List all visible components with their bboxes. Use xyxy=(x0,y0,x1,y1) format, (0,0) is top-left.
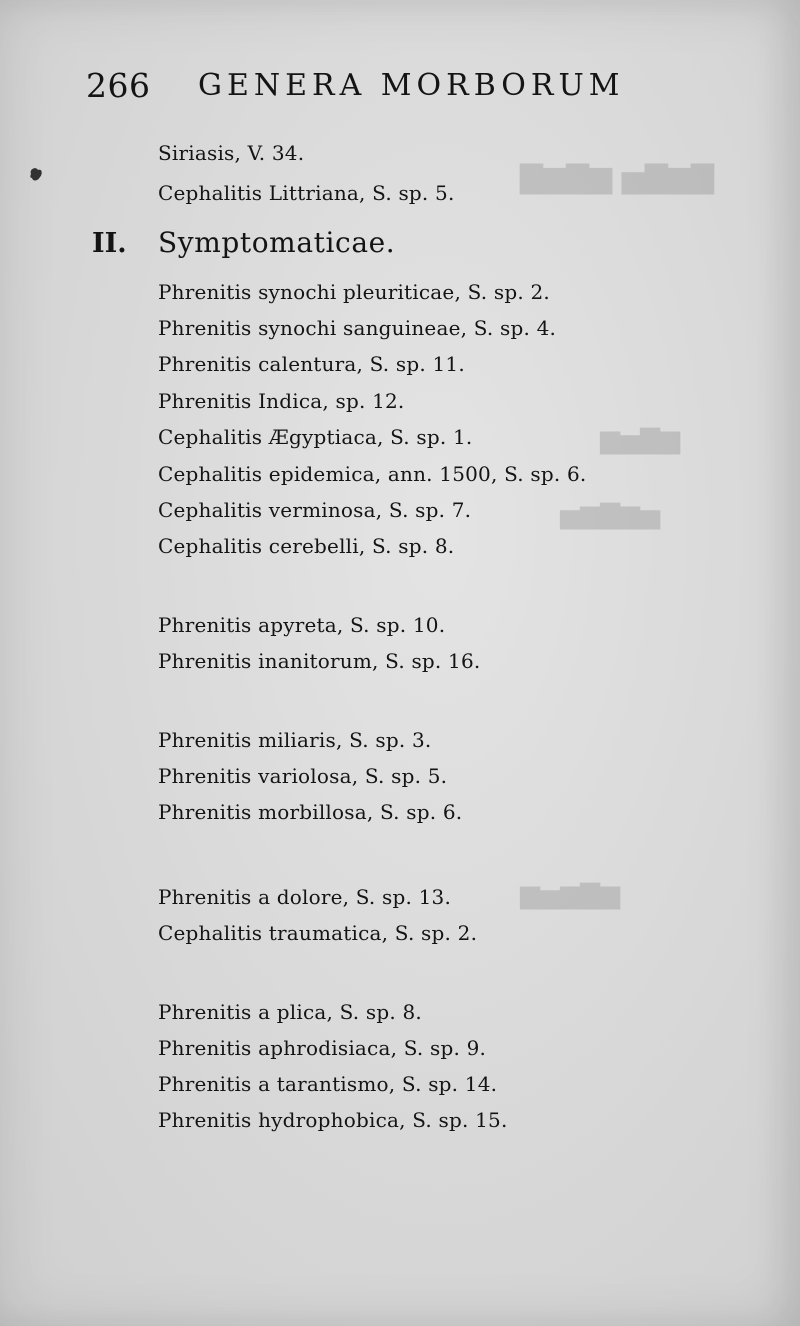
page-header xyxy=(86,66,706,116)
entry-line: Cephalitis traumatica, S. sp. 2. xyxy=(158,921,478,945)
show-through-artifact: ▅▆▇▆▅ xyxy=(560,500,660,530)
entry-line: Phrenitis aphrodisiaca, S. sp. 9. xyxy=(158,1036,487,1060)
entry-line: Phrenitis synochi sanguineae, S. sp. 4. xyxy=(158,316,557,340)
section-title: Symptomaticae. xyxy=(158,226,396,259)
page-number: 266 xyxy=(86,66,151,105)
entry-line: Cephalitis verminosa, S. sp. 7. xyxy=(158,498,472,522)
entry-line: Phrenitis apyreta, S. sp. 10. xyxy=(158,613,446,637)
entry-line: Phrenitis hydrophobica, S. sp. 15. xyxy=(158,1108,508,1132)
entry-line: Phrenitis synochi pleuriticae, S. sp. 2. xyxy=(158,280,550,304)
entry-line: Cephalitis Ægyptiaca, S. sp. 1. xyxy=(158,425,473,449)
ink-blot-icon xyxy=(28,164,44,184)
entry-line: Phrenitis a tarantismo, S. sp. 14. xyxy=(158,1072,498,1096)
entry-line: Phrenitis Indica, sp. 12. xyxy=(158,389,405,413)
entry-line: Phrenitis a plica, S. sp. 8. xyxy=(158,1000,422,1024)
entry-line: Phrenitis miliaris, S. sp. 3. xyxy=(158,728,432,752)
show-through-artifact: ▇▆▇▅ ▆▇▆▇ xyxy=(520,160,715,195)
entry-line: Phrenitis morbillosa, S. sp. 6. xyxy=(158,800,463,824)
entry-line: Phrenitis inanitorum, S. sp. 16. xyxy=(158,649,481,673)
show-through-artifact: ▆▇▅▆ xyxy=(600,425,680,455)
section-numeral: II. xyxy=(92,228,127,259)
entry-line: Cephalitis epidemica, ann. 1500, S. sp. 6. xyxy=(158,462,587,486)
entry-line: Phrenitis variolosa, S. sp. 5. xyxy=(158,764,448,788)
entry-line: Siriasis, V. 34. xyxy=(158,141,305,165)
entry-line: Phrenitis a dolore, S. sp. 13. xyxy=(158,885,452,909)
running-title: GENERA MORBORUM xyxy=(198,68,625,103)
entry-line: Cephalitis Littriana, S. sp. 5. xyxy=(158,181,455,205)
show-through-artifact: ▆▇▆▅▆ xyxy=(520,880,620,910)
entry-line: Phrenitis calentura, S. sp. 11. xyxy=(158,352,465,376)
entry-line: Cephalitis cerebelli, S. sp. 8. xyxy=(158,534,455,558)
